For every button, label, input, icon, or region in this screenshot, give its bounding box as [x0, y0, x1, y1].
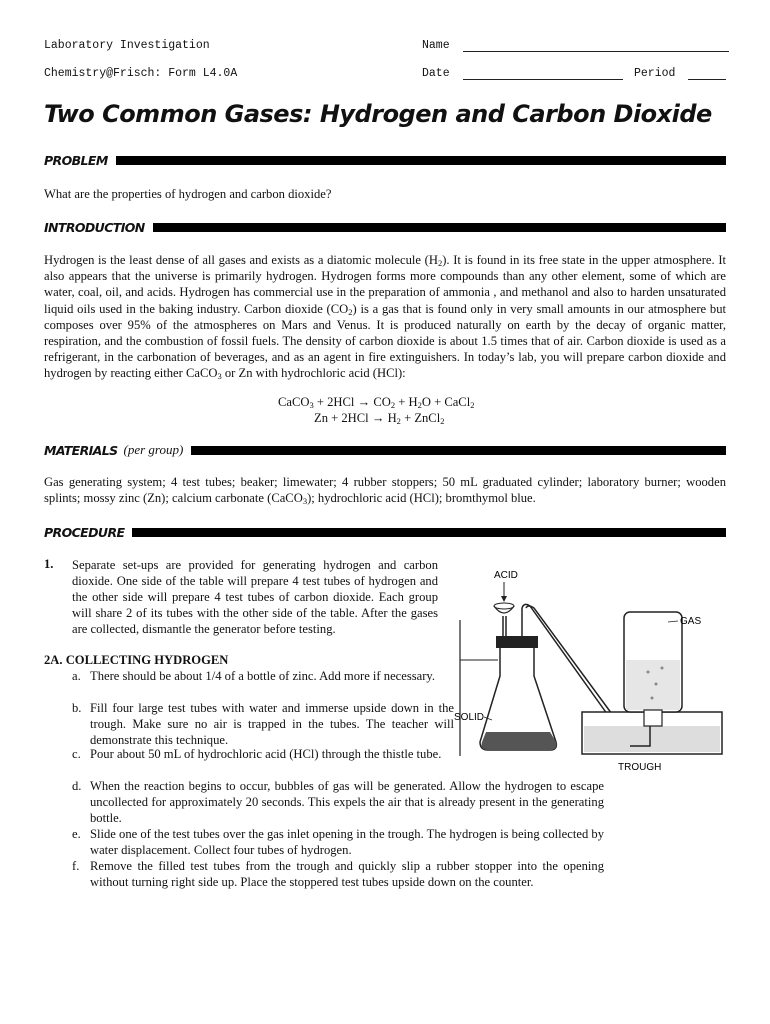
period-field [634, 67, 726, 80]
procedure-item-letter: c. [72, 747, 81, 761]
period-label: Period [634, 67, 676, 80]
procedure-item-letter: a. [72, 669, 81, 683]
step-1-text: Separate set-ups are provided for generating hydrogen and carbon dioxide. One side of the table will prepare 4 test tubes of hydrogen and the other side will prepare 4 test tubes of carbon dioxide. Each group will share 2 of its tubes with the other side of the table. After the gases are collected, dismantle the generator before testing. [72, 558, 438, 636]
procedure-item-letter: b. [72, 701, 82, 715]
introduction-paragraph: Hydrogen is the least dense of all gases and exists as a diatomic molecule $(H_2)$. It is found in its free state in the upper atmosphere. It also appears that the universe is primarily hydrogen. Hydrogen forms more compounds than any other element, some of which are water, coal, oil, and acids. Hydrogen has commercial use in the preparation of ammonia , and methanol and also to harden unsaturated liquid oils used in the baking industry. Carbon dioxide $(CO_2)$ is a gas that is found only in very small amounts in our atmosphere but composes over 95% of the atmospheres on Mars and Venus. It is produced naturally on earth by the decay of organic matter, respiration, and the combustion of fossil fuels. The density of carbon dioxide is about 1.5 times that of air. Carbon dioxide is used as a refrigerant, in the carbonation of beverages, and as an agent in fire extinguishers. In today’s lab, you will prepare carbon dioxide and hydrogen by reacting either CaCO$_3$ or Zn with hydrochloric acid (HCl): [44, 253, 727, 382]
problem-section-header [44, 153, 726, 167]
section-divider-bar [116, 156, 726, 165]
materials-text: Gas generating system; 4 test tubes; beaker; limewater; 4 rubber stoppers; 50 mL graduated cylinder; laboratory burner; wooden splints; mossy zinc (Zn); calcium carbonate (CaCO$_3$); hydrochloric acid (HCl); bromthymol blue. [44, 475, 726, 507]
procedure-item-text: There should be about 1/4 of a bottle of zinc. Add more if necessary. [90, 669, 436, 683]
date-field [422, 67, 623, 80]
procedure-item-letter: e. [72, 827, 81, 841]
trough-label: TROUGH [618, 762, 662, 773]
procedure-item-text: When the reaction begins to occur, bubbles of gas will be generated. Allow the hydrogen to escape uncollected for approximately 20 seconds. This expels the air that is already present in the generating bottle. [90, 779, 604, 825]
name-field [422, 39, 729, 52]
date-line[interactable] [463, 67, 623, 80]
page-title: Two Common Gases: Hydrogen and Carbon Dioxide [44, 100, 712, 128]
step-1-number: 1. [44, 557, 54, 571]
acid-label: ACID [494, 570, 518, 581]
introduction-section-header [44, 220, 726, 234]
problem-heading: PROBLEM [44, 152, 108, 168]
lab-label: Laboratory Investigation [44, 39, 210, 52]
procedure-item-text: Pour about 50 mL of hydrochloric acid (HCl) through the thistle tube. [90, 747, 442, 761]
form-label: Chemistry@Frisch: Form L4.0A [44, 67, 238, 80]
acid-arrow-head [501, 596, 507, 602]
procedure-item-letter: f. [72, 859, 80, 873]
procedure-section-header [44, 525, 726, 539]
procedure-item-text: Slide one of the test tubes over the gas inlet opening in the trough. The hydrogen is being collected by water displacement. Collect four tubes of hydrogen. [90, 827, 604, 857]
procedure-item-letter: d. [72, 779, 82, 793]
solid-label: SOLID [454, 712, 485, 723]
equation-zinc: $Zn + 2HCl \to H_2$ + ZnCl$_2$ [314, 411, 445, 426]
procedure-heading: PROCEDURE [44, 524, 125, 540]
gas-generator-diagram [452, 560, 726, 775]
materials-heading: MATERIALS [44, 442, 118, 458]
trough-water [584, 726, 720, 752]
problem-text: What are the properties of hydrogen and carbon dioxide? [44, 187, 332, 201]
equation-calcium-carbonate: CaCO$_3$ + $2HCl \to CO_2 + H_2O$ + CaCl$_2$ [278, 395, 475, 410]
section-divider-bar [132, 528, 726, 537]
section-divider-bar [153, 223, 726, 232]
name-line[interactable] [463, 39, 729, 52]
name-label: Name [422, 39, 450, 52]
solid-reagent [482, 732, 557, 750]
arrow-icon: → [371, 411, 385, 425]
materials-section-header [44, 443, 726, 457]
gas-label: GAS [680, 616, 702, 627]
procedure-item-text: Remove the filled test tubes from the trough and quickly slip a rubber stopper into the opening without turning right side up. Place the stoppered test tubes upside down on the counter. [90, 859, 604, 889]
period-line[interactable] [688, 67, 726, 80]
materials-subheading: (per group) [123, 442, 184, 457]
date-label: Date [422, 67, 450, 80]
step-2a-heading: 2A. COLLECTING HYDROGEN [44, 653, 229, 667]
procedure-item-text: Fill four large test tubes with water and immerse upside down in the trough. Make sure no air is trapped in the tubes. The teacher will demonstrate this technique. [90, 701, 454, 747]
rubber-stopper [496, 636, 538, 648]
introduction-heading: INTRODUCTION [44, 219, 145, 235]
arrow-icon: → [357, 395, 371, 409]
section-divider-bar [191, 446, 726, 455]
